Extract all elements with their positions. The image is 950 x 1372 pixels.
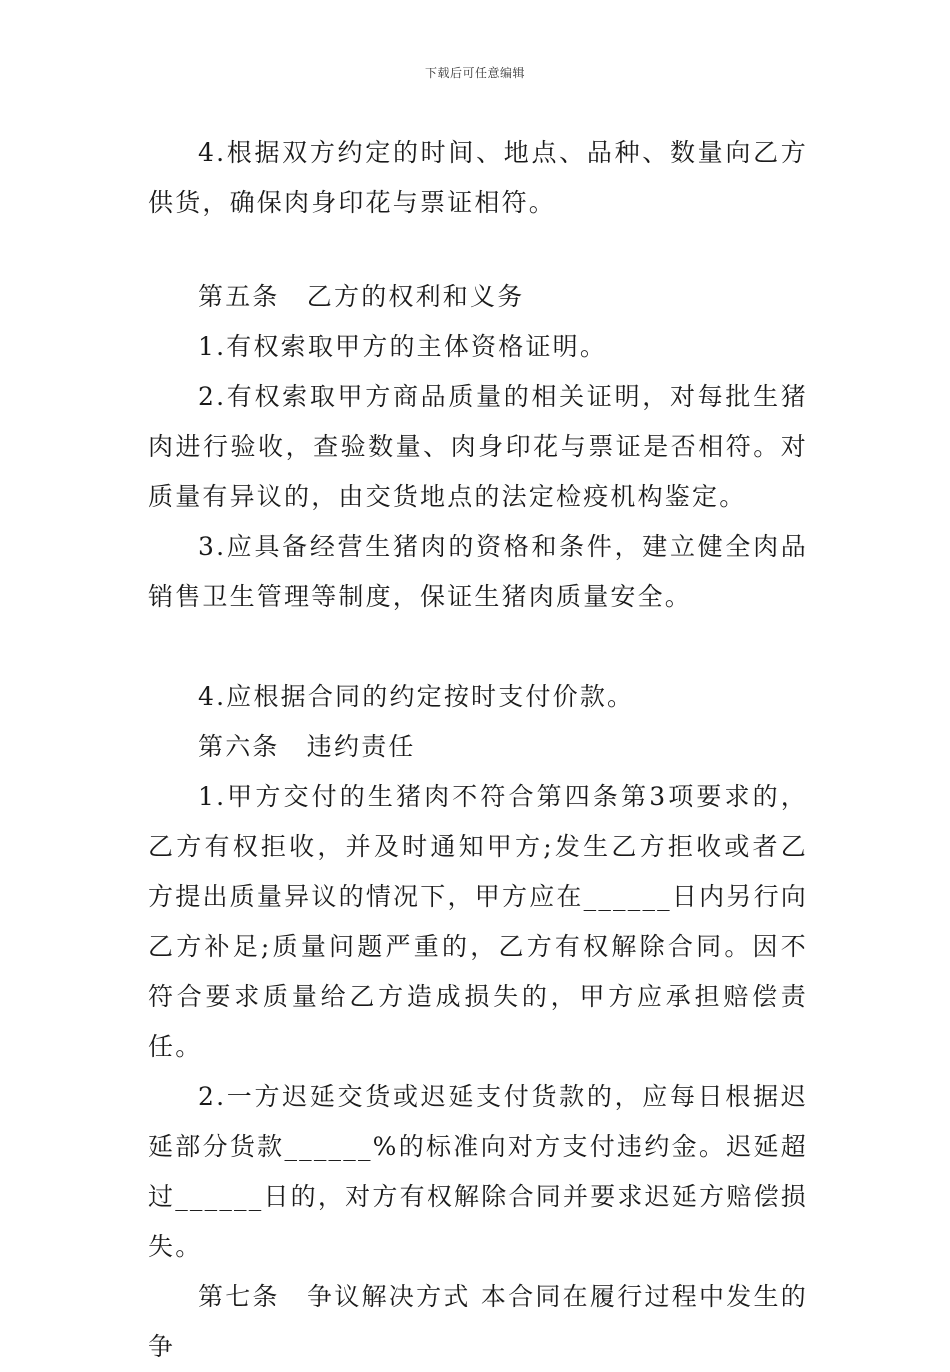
- paragraph-buyer-clause-2: 2.有权索取甲方商品质量的相关证明，对每批生猪肉进行验收，查验数量、肉身印花与票证是否相符。对质量有异议的，由交货地点的法定检疫机构鉴定。: [148, 382, 808, 511]
- paragraph-buyer-clause-1: 1.有权索取甲方的主体资格证明。: [198, 332, 608, 361]
- paragraph-buyer-clause-4: 4.应根据合同的约定按时支付价款。: [198, 682, 635, 711]
- article-6-heading: 第六条 违约责任: [198, 732, 416, 761]
- article-5-heading: 第五条 乙方的权利和义务: [198, 282, 525, 311]
- article-7-heading: 第七条 争议解决方式 本合同在履行过程中发生的争: [148, 1282, 808, 1361]
- document-body: [148, 128, 808, 1372]
- page-header: 下载后可任意编辑: [424, 66, 525, 80]
- paragraph-supply-clause-4: 4.根据双方约定的时间、地点、品种、数量向乙方供货，确保肉身印花与票证相符。: [148, 138, 808, 217]
- paragraph-buyer-clause-3: 3.应具备经营生猪肉的资格和条件，建立健全肉品销售卫生管理等制度，保证生猪肉质量安全。: [148, 532, 808, 611]
- paragraph-liability-clause-2: 2.一方迟延交货或迟延支付货款的，应每日根据迟延部分货款______%的标准向对方支付违约金。迟延超过______日的，对方有权解除合同并要求迟延方赔偿损失。: [148, 1082, 808, 1261]
- paragraph-liability-clause-1: 1.甲方交付的生猪肉不符合第四条第3项要求的，乙方有权拒收，并及时通知甲方;发生乙方拒收或者乙方提出质量异议的情况下，甲方应在______日内另行向乙方补足;质量问题严重的，乙方有权解除合同。因不符合要求质量给乙方造成损失的，甲方应承担赔偿责任。: [148, 782, 808, 1061]
